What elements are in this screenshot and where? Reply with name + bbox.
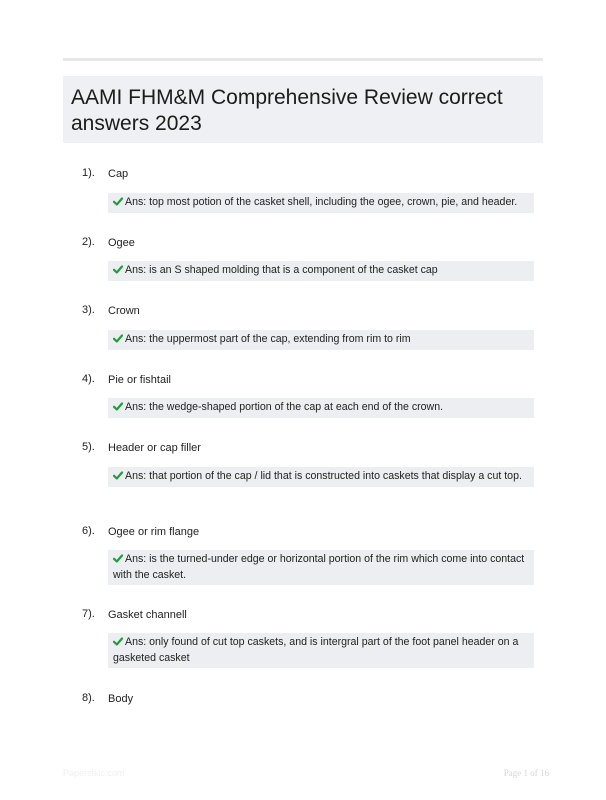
question-number: 2). (82, 236, 95, 248)
answer-text: Ans: is an S shaped molding that is a component of the casket cap (125, 264, 438, 276)
question-number: 5). (82, 441, 95, 453)
question-number: 6). (82, 525, 95, 537)
answer-text: Ans: is the turned-under edge or horizontal portion of the rim which come into contact with the casket. (113, 553, 525, 581)
answer-box (108, 193, 534, 213)
answer-text: Ans: the uppermost part of the cap, extending from rim to rim (125, 333, 411, 345)
check-icon (113, 334, 123, 343)
answer-box (108, 633, 534, 668)
answer-box (108, 398, 534, 418)
question-term: Cap (108, 168, 129, 180)
answer-text: Ans: top most potion of the casket shell, including the ogee, crown, pie, and header. (125, 196, 518, 208)
check-icon (113, 554, 123, 563)
answer-box (108, 550, 534, 585)
answer-box (108, 467, 534, 487)
question-number: 4). (82, 373, 95, 385)
check-icon (113, 402, 123, 411)
question-number: 8). (82, 692, 95, 704)
question-term: Gasket channell (108, 609, 187, 621)
title-banner (63, 76, 543, 143)
check-icon (113, 637, 123, 646)
answer-text: Ans: that portion of the cap / lid that is constructed into caskets that display a cut top. (125, 470, 522, 482)
answer-box (108, 330, 534, 350)
page-title: AAMI FHM&M Comprehensive Review correct answers 2023 (71, 86, 503, 135)
page-number: Page 1 of 16 (503, 768, 549, 778)
answer-text: Ans: only found of cut top caskets, and is intergral part of the foot panel header on a gasketed casket (113, 636, 519, 664)
check-icon (113, 471, 123, 480)
question-number: 1). (82, 167, 95, 179)
check-icon (113, 197, 123, 206)
question-term: Body (108, 693, 134, 705)
question-term: Ogee (108, 237, 135, 249)
top-divider (63, 58, 543, 61)
question-number: 7). (82, 608, 95, 620)
check-icon (113, 265, 123, 274)
answer-text: Ans: the wedge-shaped portion of the cap at each end of the crown. (125, 401, 444, 413)
question-term: Ogee or rim flange (108, 526, 200, 538)
answer-box (108, 261, 534, 281)
footer-watermark: Paperstkic.com (63, 768, 125, 778)
question-number: 3). (82, 304, 95, 316)
question-term: Crown (108, 305, 140, 317)
question-term: Header or cap filler (108, 442, 201, 454)
question-term: Pie or fishtail (108, 374, 171, 386)
